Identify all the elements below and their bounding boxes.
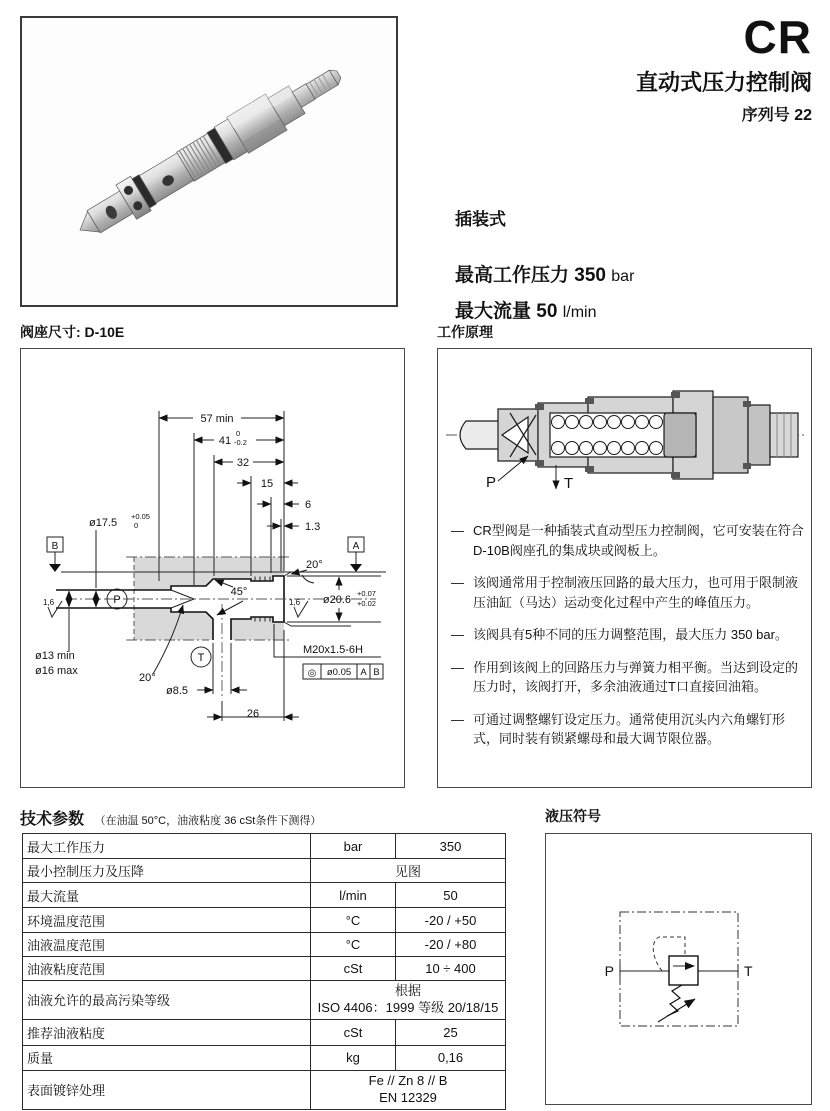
spec-value: -20 / +50 — [396, 908, 506, 933]
tolerance-frame — [303, 664, 383, 679]
datum-a — [348, 537, 364, 572]
svg-text:ø8.5: ø8.5 — [166, 685, 189, 697]
poppet-nose — [460, 421, 500, 449]
svg-text:A: A — [352, 541, 360, 552]
bullet-dash: — — [451, 627, 464, 642]
series-number: 序列号 22 — [741, 107, 812, 124]
bullet-text: 作用到该阀上的回路压力与弹簧力相平衡。当达到设定的压力时，该阀打开，多余油液通过T口直接回油箱。 — [473, 659, 799, 694]
svg-text:1,6: 1,6 — [289, 598, 301, 607]
spec-unit: °C — [311, 933, 396, 957]
port-t-mark — [191, 647, 211, 667]
svg-text:ø0.05: ø0.05 — [326, 667, 352, 678]
bullet-dash: — — [451, 659, 464, 675]
spec-value: 25 — [396, 1019, 506, 1045]
product-photo-frame — [20, 16, 398, 307]
svg-text:◎: ◎ — [307, 668, 317, 679]
spec-param: 最大流量 — [23, 883, 311, 908]
spec-value-line1: 根据 — [394, 983, 421, 998]
svg-text:15: 15 — [260, 478, 274, 490]
dim-dia8-5 — [166, 643, 247, 697]
svg-text:57 min: 57 min — [200, 413, 234, 425]
spec-unit: kg — [311, 1045, 396, 1070]
table-row — [23, 908, 506, 933]
spec-value — [311, 1070, 506, 1109]
max-flow-label: 最大流量 — [455, 301, 532, 322]
spec-unit: cSt — [311, 957, 396, 981]
svg-text:+0.02: +0.02 — [357, 599, 376, 608]
svg-text:ø16 max: ø16 max — [35, 665, 78, 677]
svg-text:0: 0 — [236, 429, 241, 438]
spec-param: 推荐油液粘度 — [23, 1019, 311, 1045]
spec-value-line2: EN 12329 — [379, 1089, 437, 1105]
bullet-dash: — — [451, 711, 464, 727]
svg-text:0: 0 — [134, 521, 139, 530]
bullet-text: 该阀通常用于控制液压回路的最大压力，也可用于限制液压油缸（马达）运动变化过程中产生的峰值压力。 — [473, 575, 799, 610]
svg-text:20°: 20° — [139, 672, 156, 684]
spring-seat — [664, 413, 696, 457]
specs-note: （在油温 50°C，油液粘度 36 cSt条件下测得） — [94, 815, 322, 827]
svg-text:A: A — [360, 667, 367, 678]
specs-table — [22, 833, 506, 1110]
svg-text:6: 6 — [305, 499, 312, 511]
spec-value: -20 / +80 — [396, 933, 506, 957]
table-row — [23, 957, 506, 981]
spec-unit: °C — [311, 908, 396, 933]
cartridge-valve-photo — [22, 18, 396, 305]
spec-param: 质量 — [23, 1045, 311, 1070]
spec-value: 10 ÷ 400 — [396, 957, 506, 981]
locknut-section — [748, 405, 770, 465]
svg-text:P: P — [486, 474, 497, 491]
spec-param: 环境温度范围 — [23, 908, 311, 933]
spec-unit: l/min — [311, 883, 396, 908]
bullet-item — [451, 658, 804, 697]
table-row — [23, 834, 506, 859]
svg-text:B: B — [373, 667, 380, 678]
svg-text:32: 32 — [236, 457, 250, 469]
max-flow-unit: l/min — [562, 304, 597, 321]
spec-param: 油液温度范围 — [23, 933, 311, 957]
svg-text:P: P — [113, 594, 121, 606]
spec-param: 油液粘度范围 — [23, 957, 311, 981]
cavity-drawing-box — [20, 348, 405, 788]
table-row — [23, 933, 506, 957]
max-flow-line — [455, 296, 634, 323]
svg-text:20°: 20° — [306, 559, 323, 571]
symbol-section-title: 液压符号 — [545, 808, 601, 824]
svg-text:+0.07: +0.07 — [357, 589, 376, 598]
table-row — [23, 859, 506, 883]
svg-text:1.3: 1.3 — [305, 521, 321, 533]
thread-callout — [274, 624, 381, 657]
spec-value-line1: Fe // Zn 8 // B — [368, 1072, 448, 1088]
spec-param: 油液允许的最高污染等级 — [23, 981, 311, 1020]
svg-text:+0.05: +0.05 — [131, 512, 150, 521]
symbol-port-t: T — [744, 963, 753, 979]
hydraulic-symbol — [546, 834, 810, 1103]
max-flow-value: 50 — [536, 301, 558, 322]
max-pressure-label: 最高工作压力 — [455, 265, 570, 286]
spec-param: 表面镀锌处理 — [23, 1070, 311, 1109]
svg-text:T: T — [197, 652, 205, 664]
max-pressure-line — [455, 260, 634, 287]
table-row — [23, 1019, 506, 1045]
spec-value: 见图 — [311, 859, 506, 883]
valve-cross-section — [438, 357, 810, 517]
spec-param: 最大工作压力 — [23, 834, 311, 859]
roughness-mark-right — [289, 598, 308, 617]
dim-angle20-chamfer — [291, 559, 323, 583]
svg-text:ø13 min: ø13 min — [35, 650, 75, 662]
bullet-item — [451, 521, 804, 560]
dim-26 — [207, 630, 299, 721]
datum-b — [47, 537, 63, 572]
bullet-text: 可通过调整螺钉设定压力。通常使用沉头内六角螺钉形式，同时装有锁紧螺母和最大调节限位器。 — [473, 711, 786, 746]
model-code: CR — [743, 11, 812, 63]
bullet-text: 该阀具有5种不同的压力调整范围，最大压力 350 bar。 — [473, 627, 788, 642]
hex-section — [713, 397, 748, 473]
specs-title: 技术参数 — [20, 811, 85, 828]
cavity-section-title: 阀座尺寸: D-10E — [20, 324, 125, 340]
svg-text:ø17.5: ø17.5 — [89, 517, 118, 529]
mount-type: 插装式 — [455, 210, 506, 229]
valve-type-title: 直动式压力控制阀 — [635, 70, 812, 95]
port-t-arrow — [556, 465, 573, 492]
spec-value: 50 — [396, 883, 506, 908]
specs-header — [20, 806, 321, 829]
max-pressure-unit: bar — [611, 268, 635, 285]
cavity-dimension-drawing — [21, 349, 403, 786]
principle-section-title: 工作原理 — [437, 324, 493, 340]
spec-value-line2: ISO 4406：1999 等级 20/18/15 — [317, 999, 499, 1015]
spec-unit: cSt — [311, 1019, 396, 1045]
dim-dia13-16 — [35, 591, 78, 677]
spec-param: 最小控制压力及压降 — [23, 859, 311, 883]
bullet-dash: — — [451, 575, 464, 590]
quick-specs — [455, 205, 634, 332]
table-row — [23, 883, 506, 908]
spec-unit: bar — [311, 834, 396, 859]
principle-box — [437, 348, 812, 788]
symbol-box — [545, 833, 812, 1105]
table-row — [23, 1070, 506, 1109]
bullet-dash: — — [451, 523, 464, 538]
svg-text:M20x1.5-6H: M20x1.5-6H — [303, 644, 363, 656]
svg-text:-0.2: -0.2 — [234, 438, 247, 447]
brand-block — [635, 11, 812, 125]
spec-value — [311, 981, 506, 1020]
bullet-item — [451, 625, 804, 645]
spec-value: 350 — [396, 834, 506, 859]
svg-text:ø20.6: ø20.6 — [322, 594, 352, 606]
table-row — [23, 981, 506, 1020]
svg-text:41: 41 — [218, 435, 232, 447]
bullet-text: CR型阀是一种插装式直动型压力控制阀，它可安装在符合D-10B阀座孔的集成块或阀板上。 — [473, 523, 804, 558]
table-row — [23, 1045, 506, 1070]
principle-bullets — [451, 521, 804, 762]
spec-value: 0,16 — [396, 1045, 506, 1070]
svg-text:45°: 45° — [230, 586, 248, 598]
max-pressure-value: 350 — [574, 265, 606, 286]
svg-text:26: 26 — [246, 708, 260, 720]
svg-text:T: T — [564, 475, 574, 492]
bullet-item — [451, 710, 804, 749]
symbol-port-p: P — [604, 963, 614, 979]
svg-text:1,6: 1,6 — [43, 598, 55, 607]
adjustable-arrow — [658, 999, 695, 1022]
bullet-item — [451, 573, 804, 612]
valve-square — [669, 956, 698, 985]
svg-text:B: B — [51, 541, 59, 552]
